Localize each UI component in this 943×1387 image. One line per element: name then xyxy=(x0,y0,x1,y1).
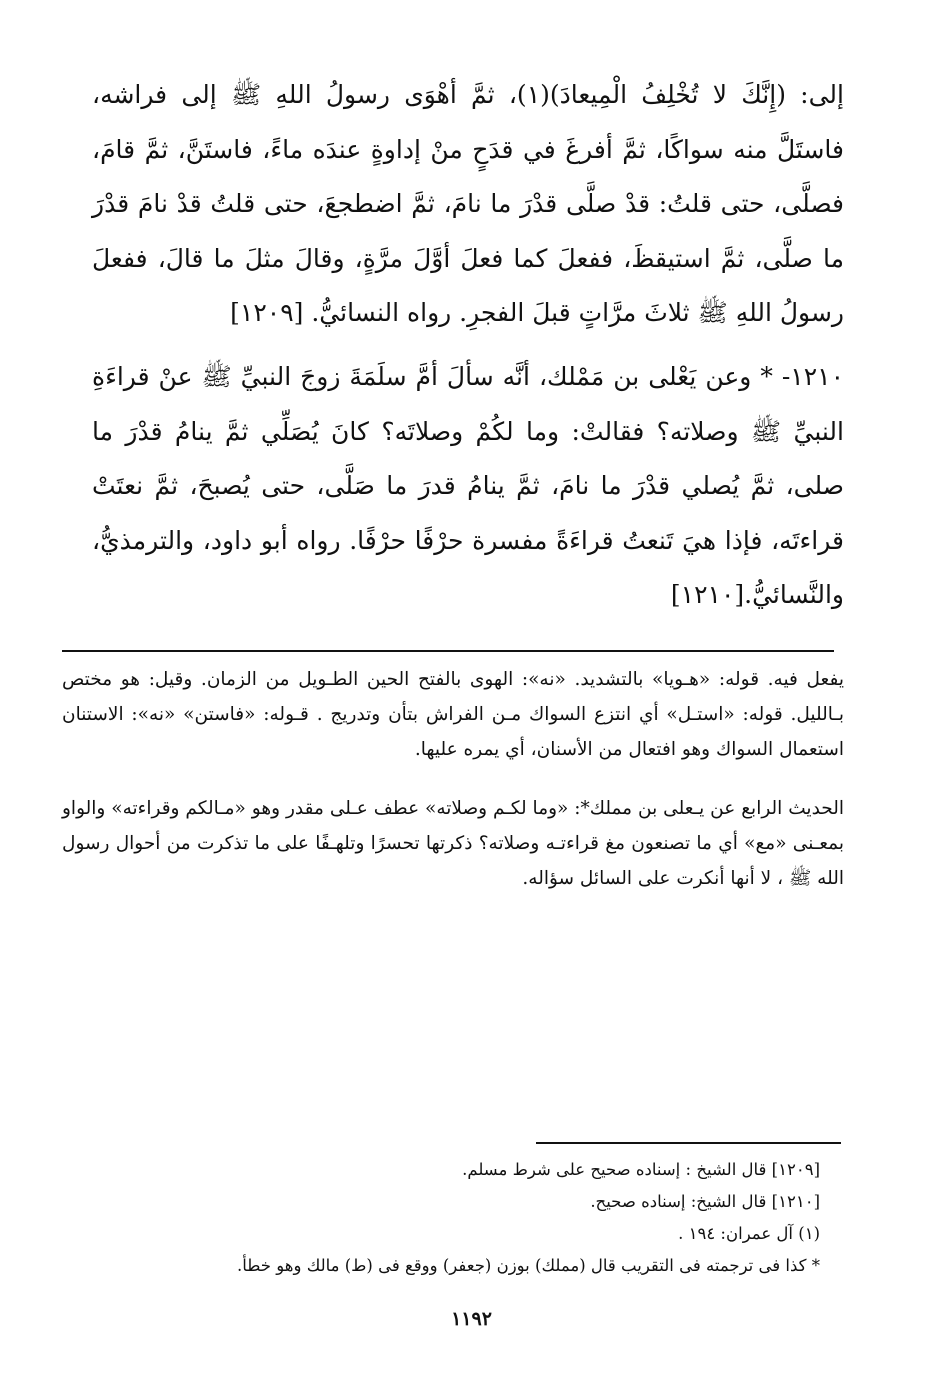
commentary-paragraph-2: الحديث الرابع عن يـعلى بن مملك*: «وما لكـم وصلاته» عطف عـلى مقدر وهو «مـالكم وقراءته» والواو بمعـنى «مع» أي ما تصنعون مغ قراءتـه وصلاته؟ ذكرتها تحسرًا وتلهـفًا على ما تذكرت من أحوال رسول الله ﷺ ، لا أنها أنكرت على السائل سؤاله. xyxy=(62,798,844,889)
footnote-item: (١) آل عمران: ١٩٤ . xyxy=(678,1224,820,1243)
footnotes-list xyxy=(200,1154,820,1282)
footnote-divider xyxy=(536,1142,841,1144)
hadith-paragraph-2: ١٢١٠- * وعن يَعْلى بن مَمْلك، أنَّه سألَ أمَّ سلَمَةَ زوجَ النبيِّ ﷺ عنْ قراءَةِ النبيِّ ﷺ وصلاته؟ فقالتْ: وما لكُمْ وصلاتَه؟ كانَ يُصَلِّي ثمَّ ينامُ قدْرَ ما صلى، ثمَّ يُصلي قدْرَ ما نامَ، ثمَّ ينامُ قدرَ ما صَلَّى، حتى يُصبحَ، ثمَّ نعتَتْ قراءتَه، فإذا هيَ تَنعتُ قراءَةً مفسرة حرْفًا حرْفًا. رواه أبو داود، والترمذيُّ، والنَّسائيُّ.[١٢١٠] xyxy=(92,362,844,609)
footnote-item: [١٢١٠] قال الشيخ: إسناده صحيح. xyxy=(590,1192,820,1211)
hadith-paragraph-1: إلى: (إِنَّكَ لا تُخْلِفُ الْمِيعادَ)(١)، ثمَّ أهْوَى رسولُ اللهِ ﷺ إلى فراشه، فاستَلَّ منه سواكًا، ثمَّ أفرغَ في قدَحٍ منْ إداوةٍ عندَه ماءً، فاستَنَّ، ثمَّ قامَ، فصلَّى، حتى قلتُ: قدْ صلَّى قدْرَ ما نامَ، ثمَّ اضطجعَ، حتى قلتُ قدْ نامَ قدْرَ ما صلَّى، ثمَّ استيقظَ، ففعلَ كما فعلَ أوَّلَ مرَّةٍ، وقالَ مثلَ ما قالَ، ففعلَ رسولُ اللهِ ﷺ ثلاثَ مرَّاتٍ قبلَ الفجرِ. رواه النسائيُّ. [١٢٠٩] xyxy=(92,80,844,327)
page-number: ١١٩٢ xyxy=(451,1308,492,1330)
commentary-divider xyxy=(62,650,834,652)
footnote-item: [١٢٠٩] قال الشيخ : إسناده صحيح على شرط مسلم. xyxy=(462,1160,820,1179)
footnote-item: * كذا فى ترجمته فى التقريب قال (مملك) بوزن (جعفر) ووقع فى (ط) مالك وهو خطأ. xyxy=(237,1256,820,1275)
commentary-paragraph-1: يفعل فيه. قوله: «هـويا» بالتشديد. «نه»: الهوى بالفتح الحين الطـويل من الزمان. وقيل: هو مختص بـالليل. قوله: «استـل» أي انتزع السواك مـن الفراش بتأن وتدريج . قـوله: «فاستن» «نه»: الاستنان استعمال السواك وهو افتعال من الأسنان، أي يمره عليها. xyxy=(62,669,844,760)
